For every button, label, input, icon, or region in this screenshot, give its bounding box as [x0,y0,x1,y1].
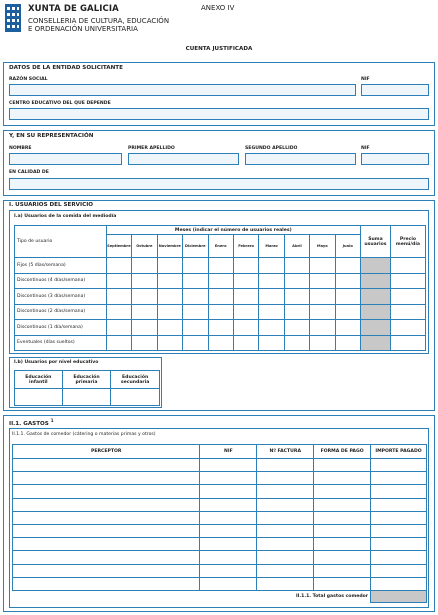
calidad-label: EN CALIDAD DE [9,170,49,175]
expense-cell[interactable] [371,459,427,472]
xunta-logo-icon [5,4,21,32]
expense-cell[interactable] [200,511,257,524]
user-type-label: Discontinuos (4 días/semana) [15,273,107,289]
month-cell[interactable] [208,320,233,336]
month-cell[interactable] [208,289,233,305]
suma-cell [360,289,390,305]
expense-cell[interactable] [13,459,200,472]
apellido2-label: SEGUNDO APELLIDO [245,146,298,151]
expense-cell[interactable] [314,511,371,524]
month-cell[interactable] [106,320,131,336]
month-cell[interactable] [157,258,182,274]
month-cell[interactable] [132,289,157,305]
month-cell[interactable] [310,320,335,336]
expense-cell[interactable] [314,459,371,472]
entity-nif-label: NIF [361,77,370,82]
user-type-label: Discontinuos (1 día/semana) [15,320,107,336]
expense-cell[interactable] [314,498,371,511]
annex-label: ANEXO IV [201,4,235,12]
expense-cell[interactable] [314,564,371,577]
org-department [28,17,169,33]
expense-col-header: Nº FACTURA [257,445,314,459]
month-cell[interactable] [259,273,284,289]
month-cell[interactable] [157,289,182,305]
month-cell[interactable] [233,289,258,305]
center-field[interactable] [9,108,429,120]
month-cell[interactable] [208,258,233,274]
suma-cell [360,258,390,274]
month-cell[interactable] [259,289,284,305]
rep-nif-label: NIF [361,146,370,151]
month-cell[interactable] [183,335,208,351]
nombre-field[interactable] [9,153,122,165]
nombre-label: NOMBRE [9,146,32,151]
month-cell[interactable] [183,320,208,336]
month-cell[interactable] [183,258,208,274]
org-name: XUNTA DE GALICIA [28,4,119,14]
expenses-sub-heading: II.1.1. Gastos de comedor (cátering o materias primas y otros) [12,432,156,437]
razon-social-label: RAZÓN SOCIAL [9,77,48,82]
precio-cell[interactable] [390,273,425,289]
expenses-heading [9,418,54,427]
total-label: II.1.1. Total gastos comedor [13,590,371,602]
expense-row [13,472,427,485]
month-cell[interactable] [335,273,360,289]
expense-cell[interactable] [257,538,314,551]
expense-cell[interactable] [257,459,314,472]
entity-heading: DATOS DE LA ENTIDAD SOLICITANTE [9,65,123,71]
expense-row [13,511,427,524]
calidad-field[interactable] [9,178,429,190]
expense-cell[interactable] [200,459,257,472]
expense-col-header: NIF [200,445,257,459]
expense-cell[interactable] [257,498,314,511]
expense-cell[interactable] [13,472,200,485]
precio-cell[interactable] [390,320,425,336]
expense-cell[interactable] [13,577,200,590]
month-cell[interactable] [132,320,157,336]
month-cell[interactable] [284,304,309,320]
expense-cell[interactable] [314,577,371,590]
month-cell[interactable] [183,289,208,305]
expense-cell[interactable] [13,511,200,524]
user-type-label: Eventuales (días sueltos) [15,335,107,351]
month-cell[interactable] [259,258,284,274]
expense-cell[interactable] [200,538,257,551]
expense-row [13,564,427,577]
precio-cell[interactable] [390,335,425,351]
month-cell[interactable] [132,258,157,274]
month-cell[interactable] [335,335,360,351]
meses-header: Meses (indicar el número de usuarios reales) [106,226,360,235]
expense-cell[interactable] [314,551,371,564]
expense-cell[interactable] [200,472,257,485]
level-header: Educación infantil [15,371,63,389]
expense-cell[interactable] [13,485,200,498]
user-type-row [15,258,426,274]
month-cell[interactable] [310,289,335,305]
representative-heading: Y, EN SU REPRESENTACIÓN [9,133,94,139]
user-type-row [15,304,426,320]
month-cell[interactable] [157,273,182,289]
expense-cell[interactable] [200,577,257,590]
suma-cell [360,273,390,289]
month-header: Febrero [233,235,258,258]
month-cell[interactable] [284,335,309,351]
month-cell[interactable] [183,304,208,320]
month-cell[interactable] [284,320,309,336]
suma-cell [360,335,390,351]
expenses-heading-text: II.1. GASTOS [9,420,49,427]
month-cell[interactable] [310,273,335,289]
level-cell[interactable] [15,389,63,406]
users-a-heading: I.a) Usuarios de la comida del mediodía [14,214,117,219]
user-type-label: Discontinuos (2 días/semana) [15,304,107,320]
expense-cell[interactable] [257,472,314,485]
level-cell[interactable] [62,389,111,406]
expenses-table [12,444,427,603]
month-cell[interactable] [335,289,360,305]
month-cell[interactable] [106,304,131,320]
expense-row [13,524,427,537]
expense-row [13,551,427,564]
expense-col-header: IMPORTE PAGADO [371,445,427,459]
month-cell[interactable] [157,304,182,320]
expense-cell[interactable] [257,511,314,524]
month-cell[interactable] [233,320,258,336]
expense-cell[interactable] [200,498,257,511]
month-cell[interactable] [284,289,309,305]
expense-cell[interactable] [257,564,314,577]
suma-cell [360,304,390,320]
month-cell[interactable] [132,304,157,320]
month-header: Abril [284,235,309,258]
expense-cell[interactable] [257,524,314,537]
month-cell[interactable] [157,335,182,351]
expense-cell[interactable] [314,538,371,551]
month-cell[interactable] [284,258,309,274]
month-cell[interactable] [183,273,208,289]
expense-cell[interactable] [371,551,427,564]
expense-cell[interactable] [314,524,371,537]
month-header: Noviembre [157,235,182,258]
month-cell[interactable] [208,273,233,289]
month-cell[interactable] [310,304,335,320]
user-type-row [15,289,426,305]
expense-cell[interactable] [371,498,427,511]
expense-cell[interactable] [257,485,314,498]
month-cell[interactable] [233,335,258,351]
expense-cell[interactable] [371,485,427,498]
document-title: CUENTA JUSTIFICADA [185,46,253,52]
expense-cell[interactable] [371,472,427,485]
levels-table [14,370,160,406]
expense-row [13,459,427,472]
expense-cell[interactable] [13,498,200,511]
precio-cell[interactable] [390,304,425,320]
level-cell[interactable] [111,389,160,406]
entity-nif-field[interactable] [361,84,429,96]
expense-cell[interactable] [371,511,427,524]
month-header: Junio [335,235,360,258]
month-cell[interactable] [259,304,284,320]
apellido2-field[interactable] [245,153,356,165]
user-type-row [15,335,426,351]
users-heading: I. USUARIOS DEL SERVICIO [9,202,94,208]
apellido1-label: PRIMER APELLIDO [128,146,175,151]
month-header: Octubre [132,235,157,258]
month-cell[interactable] [233,258,258,274]
expense-col-header: FORMA DE PAGO [314,445,371,459]
expense-cell[interactable] [200,524,257,537]
expense-cell[interactable] [13,564,200,577]
month-cell[interactable] [157,320,182,336]
month-cell[interactable] [310,258,335,274]
suma-cell [360,320,390,336]
month-cell[interactable] [233,304,258,320]
month-header: Diciembre [183,235,208,258]
expense-cell[interactable] [13,551,200,564]
month-cell[interactable] [106,289,131,305]
expense-col-header: PERCEPTOR [13,445,200,459]
month-cell[interactable] [106,335,131,351]
month-cell[interactable] [132,335,157,351]
precio-header: Precio menú/día [390,226,425,258]
users-b-heading: I.b) Usuarios por nivel educativo [14,360,99,365]
users-table [14,225,426,351]
month-cell[interactable] [335,304,360,320]
month-header: Mayo [310,235,335,258]
month-cell[interactable] [284,273,309,289]
month-cell[interactable] [132,273,157,289]
month-cell[interactable] [310,335,335,351]
expense-cell[interactable] [13,524,200,537]
user-type-row [15,273,426,289]
month-cell[interactable] [106,273,131,289]
expense-cell[interactable] [371,524,427,537]
expense-cell[interactable] [200,485,257,498]
precio-cell[interactable] [390,289,425,305]
suma-header: Suma usuarios [360,226,390,258]
expense-cell[interactable] [314,472,371,485]
level-header: Educación secundaria [111,371,160,389]
total-cell [371,590,427,602]
expense-cell[interactable] [13,538,200,551]
user-type-label: Discontinuos (3 días/semana) [15,289,107,305]
precio-cell[interactable] [390,258,425,274]
level-header: Educación primaria [62,371,111,389]
expenses-footnote: 1 [50,418,54,423]
rep-nif-field[interactable] [361,153,429,165]
expense-cell[interactable] [371,564,427,577]
tipo-header: Tipo de usuario [15,226,107,258]
month-cell[interactable] [335,258,360,274]
month-header: Marzo [259,235,284,258]
month-cell[interactable] [259,320,284,336]
month-cell[interactable] [335,320,360,336]
month-cell[interactable] [259,335,284,351]
month-cell[interactable] [233,273,258,289]
expense-row [13,485,427,498]
expense-cell[interactable] [314,485,371,498]
expense-cell[interactable] [200,551,257,564]
expense-cell[interactable] [200,564,257,577]
month-header: Septiembre [106,235,131,258]
month-cell[interactable] [106,258,131,274]
expense-cell[interactable] [257,577,314,590]
expense-cell[interactable] [257,551,314,564]
month-header: Enero [208,235,233,258]
apellido1-field[interactable] [128,153,239,165]
center-label: CENTRO EDUCATIVO DEL QUE DEPENDE [9,101,111,106]
expense-row [13,498,427,511]
user-type-row [15,320,426,336]
month-cell[interactable] [208,304,233,320]
razon-social-field[interactable] [9,84,356,96]
org-department-line1: CONSELLERIA DE CULTURA, EDUCACIÓN [28,17,170,25]
expense-row [13,538,427,551]
org-department-line2: E ORDENACIÓN UNIVERSITARIA [28,25,138,34]
expense-cell[interactable] [371,577,427,590]
expense-row [13,577,427,590]
month-cell[interactable] [208,335,233,351]
expense-cell[interactable] [371,538,427,551]
user-type-label: Fijos (5 días/semana) [15,258,107,274]
